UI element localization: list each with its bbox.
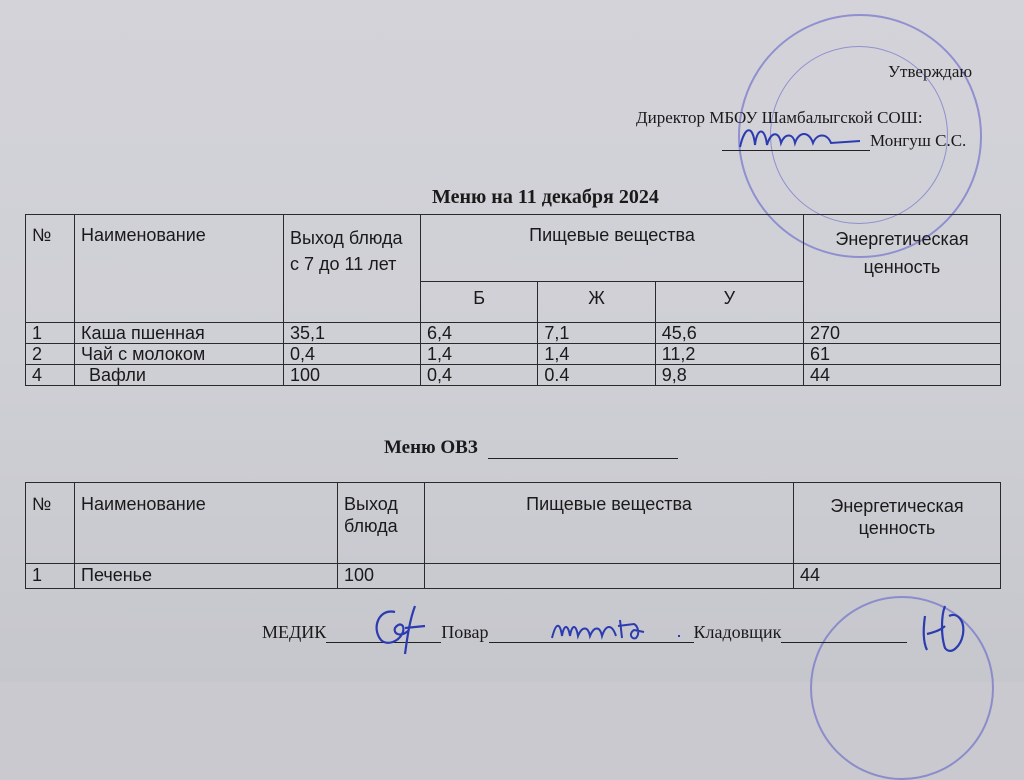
cell-output: 0,4 [284,344,421,365]
cell-output: 100 [338,564,425,589]
cell-energy: 44 [794,564,1001,589]
cell-u: 9,8 [655,365,803,386]
cell-num: 1 [26,564,75,589]
storekeeper-signature [905,596,975,666]
col-header-output: Выход блюда с 7 до 11 лет [284,215,421,323]
cell-nutrients [425,564,794,589]
col-header-name: Наименование [75,483,338,564]
cell-output: 35,1 [284,323,421,344]
cell-b: 1,4 [421,344,538,365]
medic-label: МЕДИК [262,622,327,642]
ovz-title-text: Меню ОВЗ [384,437,478,458]
col-header-output: Выход блюда [338,483,425,564]
table-row [26,564,1001,589]
medic-signature [365,598,435,658]
col-header-u: У [655,282,803,323]
col-header-energy: Энергетическая ценность [794,483,1001,564]
col-header-num: № [26,483,75,564]
cell-num: 2 [26,344,75,365]
cell-energy: 44 [804,365,1001,386]
storekeeper-label: Кладовщик [693,622,782,642]
cell-name: Печенье [75,564,338,589]
director-name: Монгуш С.С. [870,131,967,150]
cell-b: 0,4 [421,365,538,386]
table-row [26,323,1001,344]
col-header-zh: Ж [538,282,655,323]
col-header-energy: Энергетическая ценность [804,215,1001,323]
col-header-name: Наименование [75,215,284,323]
cell-output: 100 [284,365,421,386]
approve-label: Утверждаю [888,62,973,81]
cell-zh: 7,1 [538,323,655,344]
ovz-underline [488,440,678,459]
col-header-nutrients: Пищевые вещества [425,483,794,564]
cell-name: Чай с молоком [75,344,284,365]
ovz-title [384,437,678,459]
director-signature [735,115,865,165]
cell-energy: 61 [804,344,1001,365]
ovz-table [25,482,1001,589]
storekeeper-signature-line [781,624,907,643]
table-row [26,365,1001,386]
cell-num: 4 [26,365,75,386]
col-header-num: № [26,215,75,323]
table-row [26,344,1001,365]
col-header-nutrients: Пищевые вещества [421,215,804,282]
cell-u: 11,2 [655,344,803,365]
cell-zh: 1,4 [538,344,655,365]
col-header-b: Б [421,282,538,323]
cook-label: Повар [441,622,489,642]
cell-num: 1 [26,323,75,344]
cell-b: 6,4 [421,323,538,344]
page-title: Меню на 11 декабря 2024 [432,186,659,208]
cell-energy: 270 [804,323,1001,344]
cell-u: 45,6 [655,323,803,344]
cook-signature [548,612,708,652]
menu-table [25,214,1001,386]
cell-name: Вафли [75,365,284,386]
director-line: Директор МБОУ Шамбалыгской СОШ: [636,108,923,127]
cell-zh: 0.4 [538,365,655,386]
cell-name: Каша пшенная [75,323,284,344]
